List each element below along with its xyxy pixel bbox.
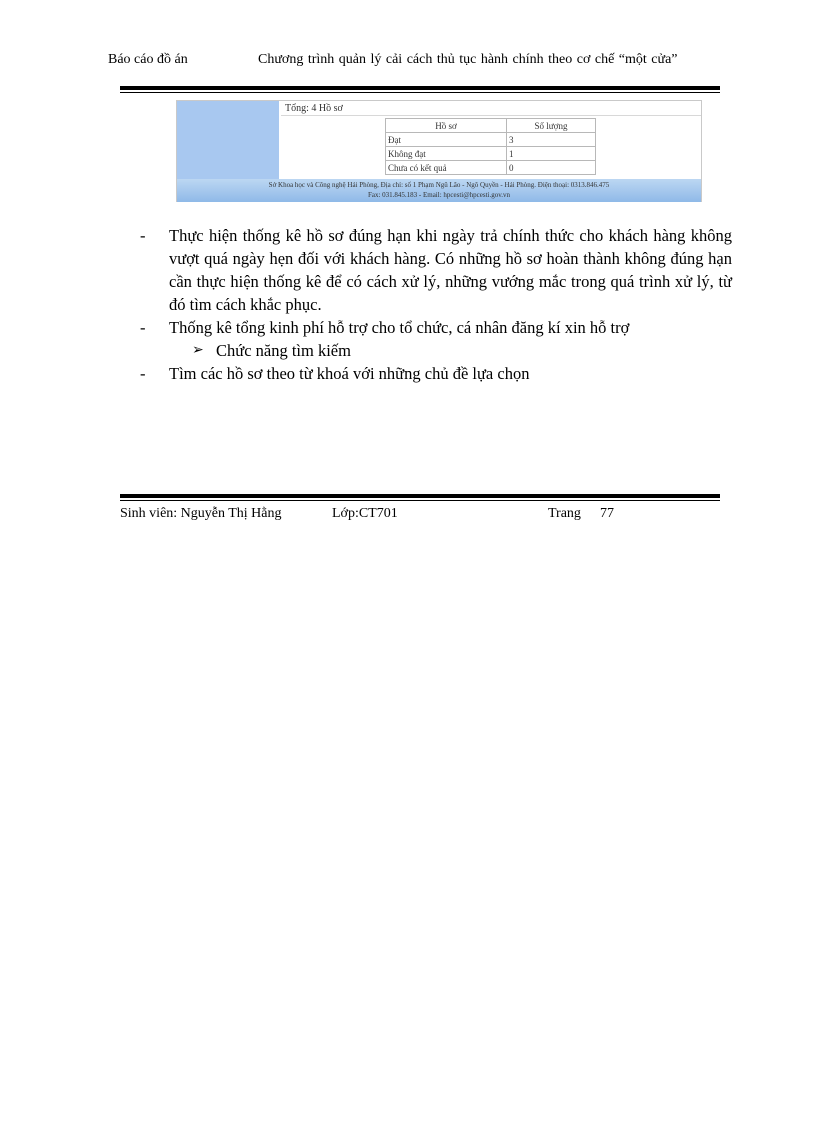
row-value: 0 — [507, 161, 596, 175]
page-header — [108, 52, 720, 76]
section-search-function — [140, 339, 732, 362]
bullet-text: Thống kê tổng kinh phí hỗ trợ cho tổ chức, cá nhân đăng kí xin hỗ trợ — [169, 318, 630, 337]
footer-address: Sở Khoa học và Công nghệ Hải Phòng, Địa chỉ: số 1 Phạm Ngũ Lão - Ngô Quyền - Hải Phòng. Điện thoại: 0313.846.475 — [268, 181, 610, 189]
footer-rule — [120, 494, 720, 501]
footer-student: Sinh viên: Nguyễn Thị Hằng — [120, 506, 282, 521]
arrow-bullet-icon: ➢ — [192, 343, 204, 358]
row-value: 3 — [507, 133, 596, 147]
bullet-dash: - — [140, 318, 146, 337]
row-label: Không đạt — [386, 147, 507, 161]
header-report-title: Báo cáo đồ án — [108, 52, 188, 67]
bullet-on-time-statistics — [140, 224, 732, 316]
column-header-records: Hồ sơ — [386, 119, 507, 133]
footer-page-label: Trang — [548, 506, 581, 521]
embedded-screenshot — [176, 100, 702, 202]
header-program-title: Chương trình quản lý cải cách thủ tục hành chính theo cơ chế “một cửa” — [258, 52, 678, 67]
footer-class: Lớp:CT701 — [332, 506, 398, 521]
footer-contact: Fax: 031.845.183 - Email: hpcesti@hpcesti.gov.vn — [367, 191, 511, 199]
column-header-count: Số lượng — [507, 119, 596, 133]
table-row — [386, 147, 596, 161]
table-row — [386, 161, 596, 175]
table-header-row — [386, 119, 596, 133]
table-row — [386, 133, 596, 147]
screenshot-footer — [177, 179, 701, 202]
bullet-text: Thực hiện thống kê hồ sơ đúng hạn khi ngày trả chính thức cho khách hàng không vượt quá ngày hẹn đối với khách hàng. Có những hồ sơ hoàn thành không đúng hạn cần thực hiện thống kê để có cách xử lý, những vướng mắc trong quá trình xử lý, từ đó tìm cách khắc phục. — [169, 226, 732, 314]
statistics-table — [385, 118, 596, 175]
section-heading: Chức năng tìm kiếm — [216, 341, 351, 360]
screenshot-total: Tổng: 4 Hồ sơ — [285, 103, 343, 114]
body-content — [140, 224, 732, 385]
screenshot-sidebar — [177, 101, 279, 179]
bullet-search-records — [140, 362, 732, 385]
bullet-dash: - — [140, 364, 146, 383]
row-value: 1 — [507, 147, 596, 161]
bullet-text: Tìm các hồ sơ theo từ khoá với những chủ đề lựa chọn — [169, 364, 530, 383]
bullet-dash: - — [140, 226, 146, 245]
bullet-funding-statistics — [140, 316, 732, 339]
row-label: Chưa có kết quả — [386, 161, 507, 175]
footer-page-number: 77 — [600, 506, 614, 521]
screenshot-divider — [281, 115, 701, 116]
row-label: Đạt — [386, 133, 507, 147]
header-rule — [120, 86, 720, 93]
